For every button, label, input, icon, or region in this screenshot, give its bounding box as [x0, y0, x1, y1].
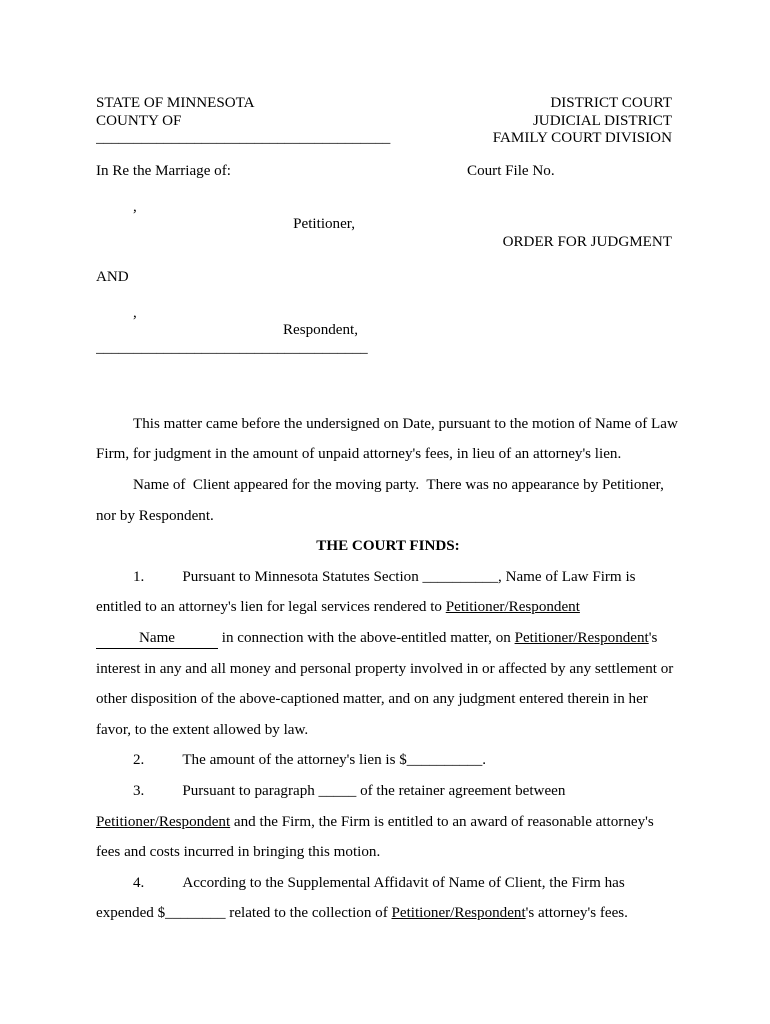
caption-spacer	[96, 287, 467, 305]
county-blank-rule: _______________________________________	[96, 130, 391, 147]
caption-spacer	[467, 181, 672, 199]
court-header	[96, 95, 680, 148]
finding-item-1	[96, 562, 680, 746]
petitioner-name-comma: ,	[133, 198, 137, 215]
respondent-label: Respondent,	[282, 322, 358, 339]
finding-text-segment: According to the Supplemental Affidavit of Name of Client, the Firm has expended $________ related to the collection of	[96, 874, 629, 922]
and-label: AND	[96, 269, 129, 286]
caption-spacer	[96, 234, 467, 252]
family-court-division-label: FAMILY COURT DIVISION	[492, 130, 672, 147]
finding-item-2	[96, 745, 680, 776]
petitioner-respondent-underlined: Petitioner/Respondent	[391, 905, 526, 922]
order-for-judgment-title: ORDER FOR JUDGMENT	[502, 233, 672, 250]
petitioner-respondent-underlined: Petitioner/Respondent	[514, 629, 649, 646]
petitioner-respondent-underlined: Petitioner/Respondent	[96, 813, 231, 830]
finding-text-segment: 's interest in any and all money and personal property involved in or affected by any settlement or other disposition of the above-captioned matter, and on any judgment entered therein in her favor, to the extent allowed by law.	[96, 629, 678, 738]
caption-parties-column	[96, 163, 467, 358]
caption-bottom-rule: ____________________________________	[96, 340, 368, 357]
finding-number: 2.	[133, 752, 145, 769]
district-court-label: DISTRICT COURT	[550, 95, 672, 111]
finding-text-segment	[580, 599, 584, 615]
county-label: COUNTY OF	[96, 112, 182, 129]
petitioner-label: Petitioner,	[293, 216, 355, 233]
name-fill-blank: Name	[96, 629, 218, 649]
order-for-judgment-document	[96, 95, 680, 929]
court-header-left	[96, 95, 396, 148]
finding-text-segment: The amount of the attorney's lien is $__________.	[182, 752, 487, 769]
caption-spacer	[467, 216, 672, 234]
finding-text-segment: 's attorney's fees.	[525, 905, 628, 922]
court-file-no-label: Court File No.	[467, 163, 555, 180]
order-body	[96, 409, 680, 929]
court-header-right	[493, 95, 680, 148]
case-caption	[96, 163, 680, 358]
finding-number: 1.	[133, 568, 145, 585]
petitioner-respondent-underlined: Petitioner/Respondent	[445, 599, 580, 616]
state-label: STATE OF MINNESOTA	[96, 95, 255, 111]
finding-number: 4.	[133, 874, 145, 891]
caption-spacer	[467, 199, 672, 217]
finding-text-segment: and the Firm, the Firm is entitled to an award of reasonable attorney's fees and costs incurred in bringing this motion.	[96, 813, 658, 861]
in-re-marriage-label: In Re the Marriage of:	[96, 163, 231, 180]
finding-text-segment: Pursuant to paragraph _____ of the retainer agreement between	[182, 782, 570, 799]
finding-item-3	[96, 776, 680, 868]
caption-spacer	[96, 181, 467, 199]
finding-text-segment: Pursuant to Minnesota Statutes Section __________, Name of Law Firm is entitled to an attorney's lien for legal services rendered to	[96, 568, 640, 616]
caption-spacer	[96, 252, 467, 270]
caption-court-column	[467, 163, 680, 358]
respondent-name-comma: ,	[133, 304, 137, 321]
opening-paragraph: This matter came before the undersigned on Date, pursuant to the motion of Name of Law Firm, for judgment in the amount of unpaid attorney's fees, in lieu of an attorney's lien.	[96, 415, 682, 463]
finding-text-segment: in connection with the above-entitled matter, on	[218, 629, 515, 646]
finding-item-4	[96, 868, 680, 929]
court-finds-heading: THE COURT FINDS:	[316, 538, 460, 555]
judicial-district-label: JUDICIAL DISTRICT	[532, 112, 672, 129]
finding-number: 3.	[133, 782, 145, 799]
appearance-paragraph: Name of Client appeared for the moving party. There was no appearance by Petitioner, nor by Respondent.	[96, 476, 668, 524]
